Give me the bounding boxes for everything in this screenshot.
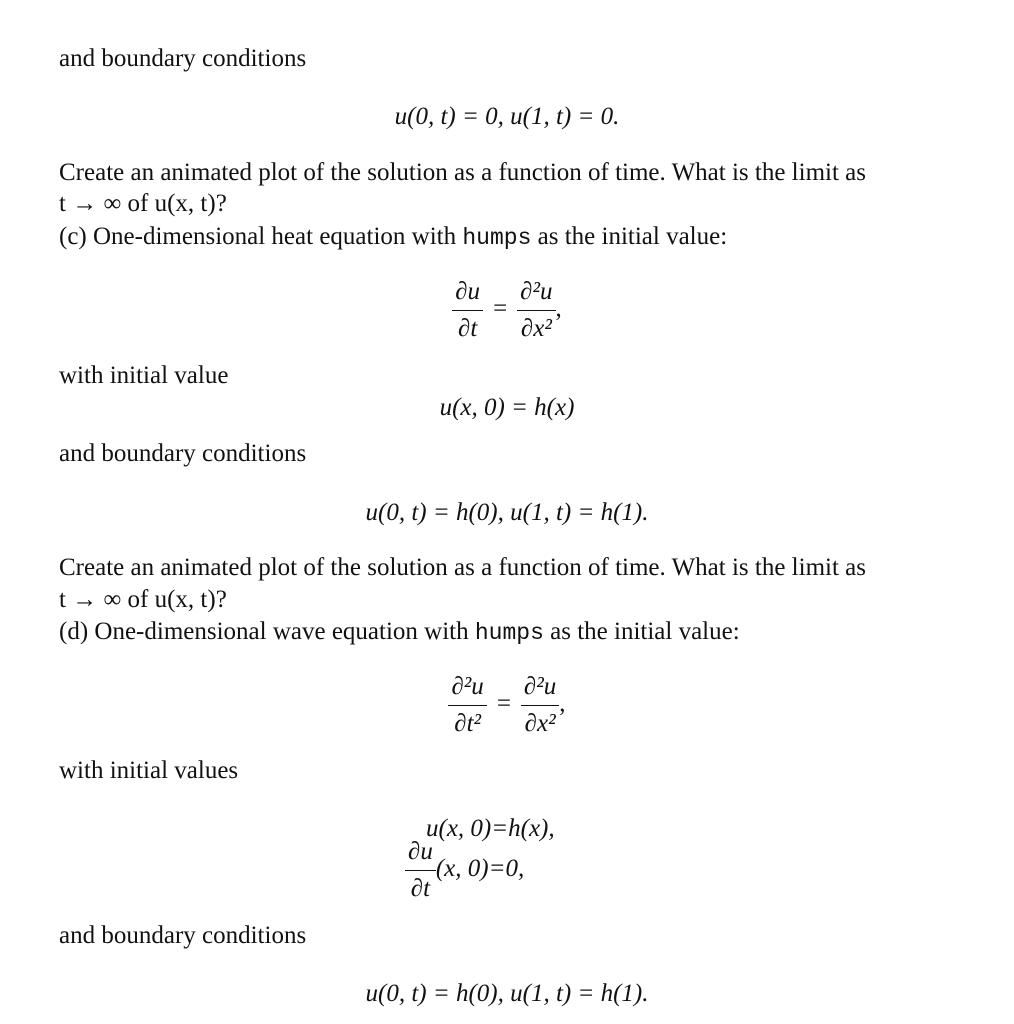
paragraph-animated-plot-2-line1: Create an animated plot of the solution as a function of time. What is the limit as bbox=[59, 554, 866, 581]
wave-equals: = bbox=[496, 690, 511, 718]
initial-derivative-denominator: ∂t bbox=[410, 875, 431, 902]
wave-lhs-numerator: ∂²u bbox=[448, 673, 486, 706]
wave-lhs-denominator: ∂t² bbox=[454, 710, 482, 737]
paragraph-with-initial-values: with initial values bbox=[59, 757, 239, 784]
part-d-heading bbox=[59, 617, 740, 648]
part-c-suffix: as the initial value: bbox=[537, 223, 728, 250]
heat-lhs-numerator: ∂u bbox=[452, 278, 483, 311]
wave-rhs-fraction bbox=[521, 673, 559, 738]
paragraph-boundary-conditions-2: and boundary conditions bbox=[59, 440, 307, 467]
part-d-suffix: as the initial value: bbox=[550, 618, 740, 645]
paragraph-boundary-conditions-1: and boundary conditions bbox=[59, 45, 307, 72]
equation-initial-value: u(x, 0) = h(x) bbox=[439, 394, 575, 421]
initial-derivative-rest: (x, 0)=0, bbox=[435, 855, 525, 883]
part-d-prefix: (d) One-dimensional wave equation with bbox=[59, 618, 469, 645]
wave-lhs-fraction bbox=[448, 673, 486, 738]
equation-heat bbox=[0, 278, 1014, 343]
initial-derivative-numerator: ∂u bbox=[405, 838, 436, 871]
paragraph-animated-plot-1-line1: Create an animated plot of the solution as a function of time. What is the limit as bbox=[59, 159, 866, 186]
heat-lhs-fraction bbox=[452, 278, 483, 343]
part-c-heading bbox=[59, 222, 727, 253]
initial-derivative-fraction bbox=[405, 838, 436, 903]
equation-initial-values-row2 bbox=[405, 838, 524, 903]
heat-rhs-denominator: ∂x² bbox=[520, 315, 552, 342]
equation-boundary-h-2: u(0, t) = h(0), u(1, t) = h(1). bbox=[365, 980, 649, 1007]
heat-equals: = bbox=[493, 295, 508, 323]
heat-rhs-fraction bbox=[517, 278, 555, 343]
equation-initial-values-row1: u(x, 0)=h(x), bbox=[426, 815, 555, 842]
paragraph-boundary-conditions-3: and boundary conditions bbox=[59, 922, 307, 949]
equation-boundary-zero: u(0, t) = 0, u(1, t) = 0. bbox=[394, 103, 620, 130]
part-c-code-humps: humps bbox=[462, 225, 532, 251]
wave-trailing-comma: , bbox=[559, 690, 566, 718]
equation-boundary-h-1: u(0, t) = h(0), u(1, t) = h(1). bbox=[365, 499, 649, 526]
paragraph-animated-plot-1-line2: t → ∞ of u(x, t)? bbox=[59, 190, 227, 217]
heat-rhs-numerator: ∂²u bbox=[517, 278, 555, 311]
wave-rhs-denominator: ∂x² bbox=[524, 710, 556, 737]
paragraph-animated-plot-2-line2: t → ∞ of u(x, t)? bbox=[59, 586, 227, 613]
wave-rhs-numerator: ∂²u bbox=[521, 673, 559, 706]
paragraph-with-initial-value: with initial value bbox=[59, 362, 229, 389]
part-d-code-humps: humps bbox=[474, 620, 544, 646]
heat-lhs-denominator: ∂t bbox=[457, 315, 478, 342]
heat-trailing-comma: , bbox=[555, 295, 562, 323]
equation-wave bbox=[0, 673, 1014, 738]
part-c-prefix: (c) One-dimensional heat equation with bbox=[59, 223, 457, 250]
